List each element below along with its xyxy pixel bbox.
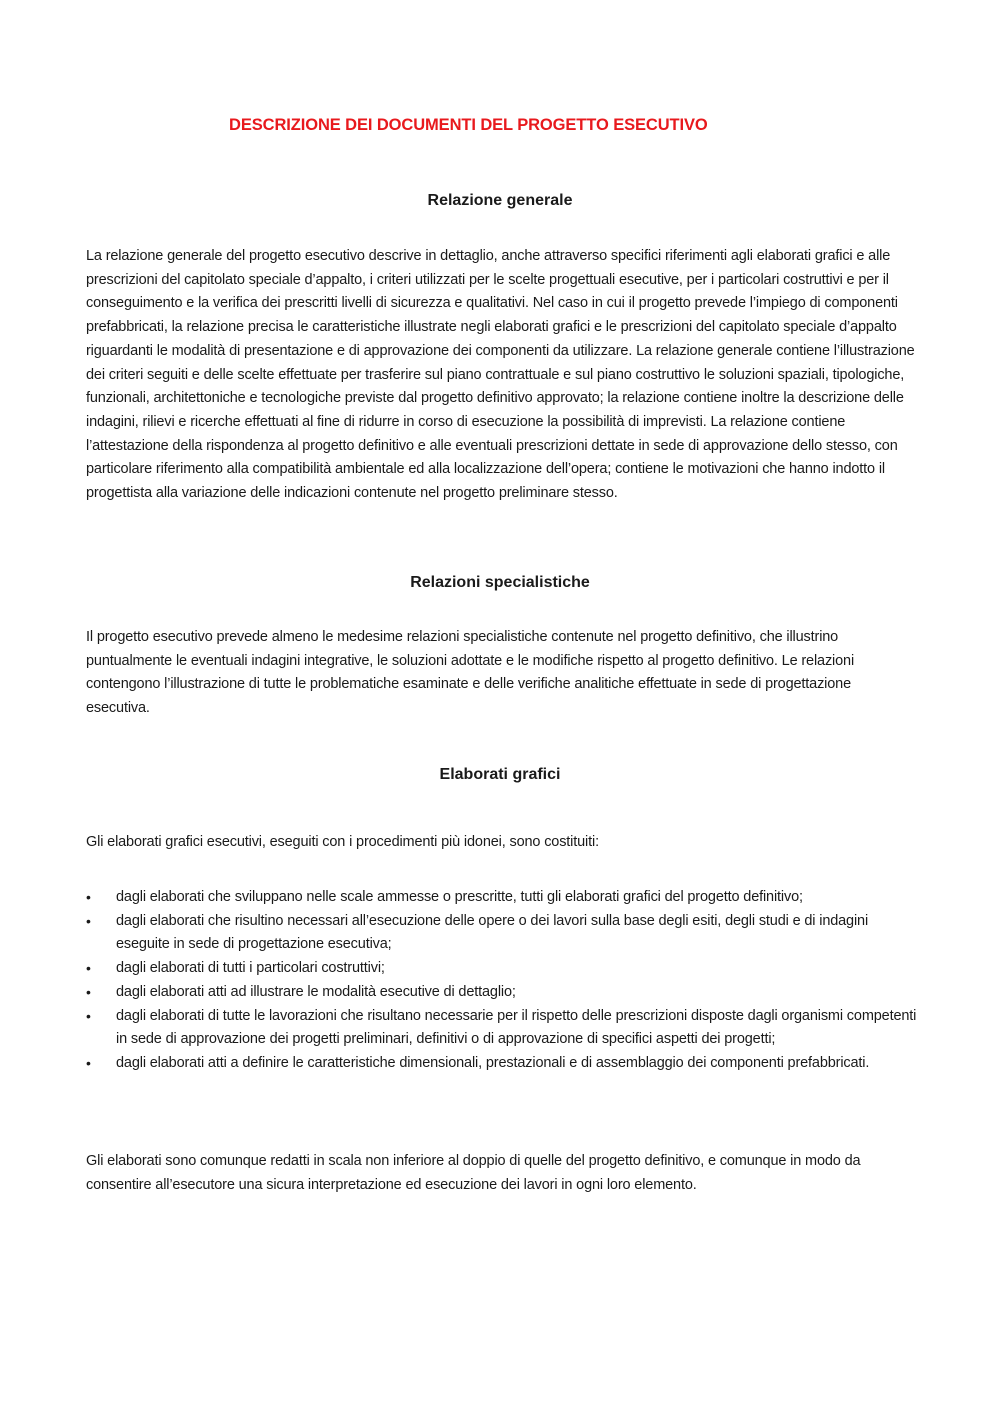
document-title: DESCRIZIONE DEI DOCUMENTI DEL PROGETTO ESECUTIVO (229, 116, 708, 134)
bullet-icon: • (86, 889, 91, 905)
paragraph-relazione-generale: La relazione generale del progetto esecutivo descrive in dettaglio, anche attraverso specifici riferimenti agli elaborati grafici e alle prescrizioni del capitolato speciale d’appalto, i criteri utilizzati per le scelte progettuali esecutive, per i particolari costruttivi e per il conseguimento e la verifica dei prescritti livelli di sicurezza e qualitativi. Nel caso in cui il progetto prevede l’impiego di componenti prefabbricati, la relazione precisa le caratteristiche illustrate negli elaborati grafici e le prescrizioni del capitolato speciale d’appalto riguardanti le modalità di presentazione e di approvazione dei componenti da utilizzare. La relazione generale contiene l’illustrazione dei criteri seguiti e delle scelte effettuate per trasferire sul piano contrattuale e sul piano costruttivo le soluzioni spaziali, tipologiche, funzionali, architettoniche e tecnologiche previste dal progetto definitivo approvato; la relazione contiene inoltre la descrizione delle indagini, rilievi e ricerche effettuati al fine di ridurre in corso di esecuzione la possibilità di imprevisti. La relazione contiene l’attestazione della rispondenza al progetto definitivo e alle eventuali prescrizioni dettate in sede di approvazione dello stesso, con particolare riferimento alla compatibilità ambientale ed alla localizzazione dell’opera; contiene le motivazioni che hanno indotto il progettista alla variazione delle indicazioni contenute nel progetto preliminare stesso. (86, 248, 915, 502)
bullet-icon: • (86, 1007, 91, 1024)
list-item-text: dagli elaborati di tutte le lavorazioni che risultano necessarie per il rispetto delle prescrizioni disposte dagli organismi competenti in sede di approvazione dei progetti preliminari, definitivi o di approvazione di specifici aspetti dei progetti; (116, 1007, 917, 1048)
paragraph-elaborati-intro: Gli elaborati grafici esecutivi, eseguiti con i procedimenti più idonei, sono costituiti: (86, 834, 599, 850)
list-item-text: dagli elaborati che sviluppano nelle scale ammesse o prescritte, tutti gli elaborati grafici del progetto definitivo; (116, 889, 803, 905)
bullet-icon: • (86, 1054, 91, 1071)
elaborati-bullet-list (86, 886, 918, 1076)
bullet-icon: • (86, 983, 91, 1000)
paragraph-relazioni-specialistiche: Il progetto esecutivo prevede almeno le medesime relazioni specialistiche contenute nel progetto definitivo, che illustrino puntualmente le eventuali indagini integrative, le soluzioni adottate e le modifiche rispetto al progetto definitivo. Le relazioni contengono l’illustrazione di tutte le problematiche esaminate e delle verifiche analitiche effettuate in sede di progettazione esecutiva. (86, 629, 855, 717)
list-item (86, 1005, 918, 1052)
heading-relazioni-specialistiche: Relazioni specialistiche (410, 574, 590, 591)
list-item-text: dagli elaborati atti ad illustrare le modalità esecutive di dettaglio; (116, 983, 516, 1000)
heading-elaborati-grafici: Elaborati grafici (439, 766, 561, 783)
list-item-text: dagli elaborati di tutti i particolari costruttivi; (116, 960, 385, 977)
heading-relazione-generale: Relazione generale (427, 192, 573, 209)
list-item-text: dagli elaborati che risultino necessari all’esecuzione delle opere o dei lavori sulla base degli esiti, degli studi e di indagini eseguite in sede di progettazione esecutiva; (116, 912, 869, 953)
list-item (86, 957, 918, 981)
paragraph-elaborati-closing: Gli elaborati sono comunque redatti in scala non inferiore al doppio di quelle del progetto definitivo, e comunque in modo da consentire all’esecutore una sicura interpretazione ed esecuzione dei lavori in ogni loro elemento. (86, 1153, 861, 1193)
bullet-icon: • (86, 960, 91, 977)
list-item (86, 910, 918, 957)
list-item (86, 981, 918, 1005)
list-item-text: dagli elaborati atti a definire le caratteristiche dimensionali, prestazionali e di assemblaggio dei componenti prefabbricati. (116, 1054, 870, 1071)
list-item (86, 1052, 918, 1076)
bullet-icon: • (86, 912, 91, 929)
list-item (86, 886, 918, 910)
